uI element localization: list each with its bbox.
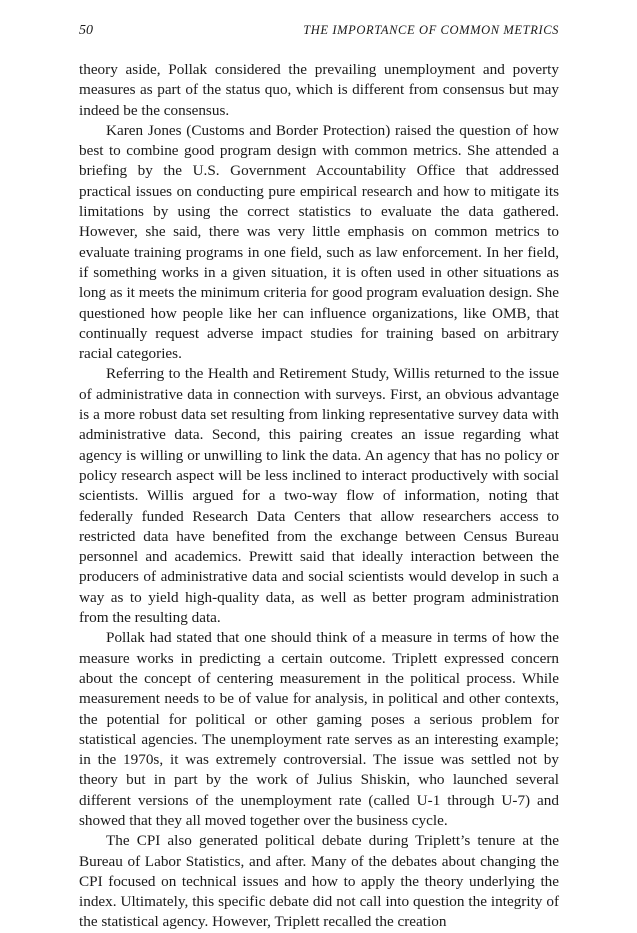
running-head	[79, 22, 559, 38]
paragraph-triplett: Pollak had stated that one should think of a measure in terms of how the measure works in predicting a certain outcome. Triplett expressed concern about the concept of centering measurement in the political process. While measurement needs to be of value for analysis, in political and other contexts, the potential for political or other gaming poses a serious problem for statistical agencies. The unemployment rate serves as an interesting example; in the 1970s, it was extremely controversial. The issue was settled not by theory but in part by the work of Julius Shiskin, who launched several different versions of the unemployment rate (called U-1 through U-7) and showed that they all moved together over the business cycle.	[79, 629, 559, 829]
paragraph-cpi: The CPI also generated political debate during Triplett’s tenure at the Bureau of Labor Statistics, and after. Many of the debates about changing the CPI focused on technical issues and how to apply the theory underlying the index. Ultimately, this specific debate did not call into question the integrity of the statistical agency. However, Triplett recalled the creation	[79, 832, 559, 931]
page-number: 50	[79, 23, 93, 38]
paragraph-jones: Karen Jones (Customs and Border Protection) raised the question of how best to combine good program design with common metrics. She attended a briefing by the U.S. Government Accountability Office that addressed practical issues on conducting pure empirical research and how to mitigate its limitations by using the correct statistics to evaluate the data gathered. However, she said, there was very little emphasis on common metrics to evaluate training programs in one field, such as law enforcement. In her field, if something works in a given situation, it is often used in other situations as long as it meets the minimum criteria for good program evaluation design. She questioned how people like her can influence organizations, like OMB, that continually request adverse impact studies for training based on arbitrary racial categories.	[79, 121, 559, 363]
body-text	[79, 60, 559, 933]
running-title: THE IMPORTANCE OF COMMON METRICS	[303, 23, 559, 37]
paragraph-continued: theory aside, Pollak considered the prevailing unemployment and poverty measures as part of the status quo, which is different from consensus but may indeed be the consensus.	[79, 61, 559, 119]
book-page	[79, 22, 559, 933]
paragraph-willis: Referring to the Health and Retirement Study, Willis returned to the issue of administrative data in connection with surveys. First, an obvious advantage is a more robust data set resulting from linking representative survey data with administrative data. Second, this pairing creates an issue regarding what agency is willing or unwilling to link the data. An agency that has no policy or policy research aspect will be less inclined to interact productively with social scientists. Willis argued for a two-way flow of information, noting that federally funded Research Data Centers that allow researchers access to restricted data have benefited from the exchange between Census Bureau personnel and academics. Prewitt said that ideally interaction between the producers of administrative data and social scientists would develop in such a way as to yield high-quality data, as well as better program administration from the resulting data.	[79, 365, 559, 627]
